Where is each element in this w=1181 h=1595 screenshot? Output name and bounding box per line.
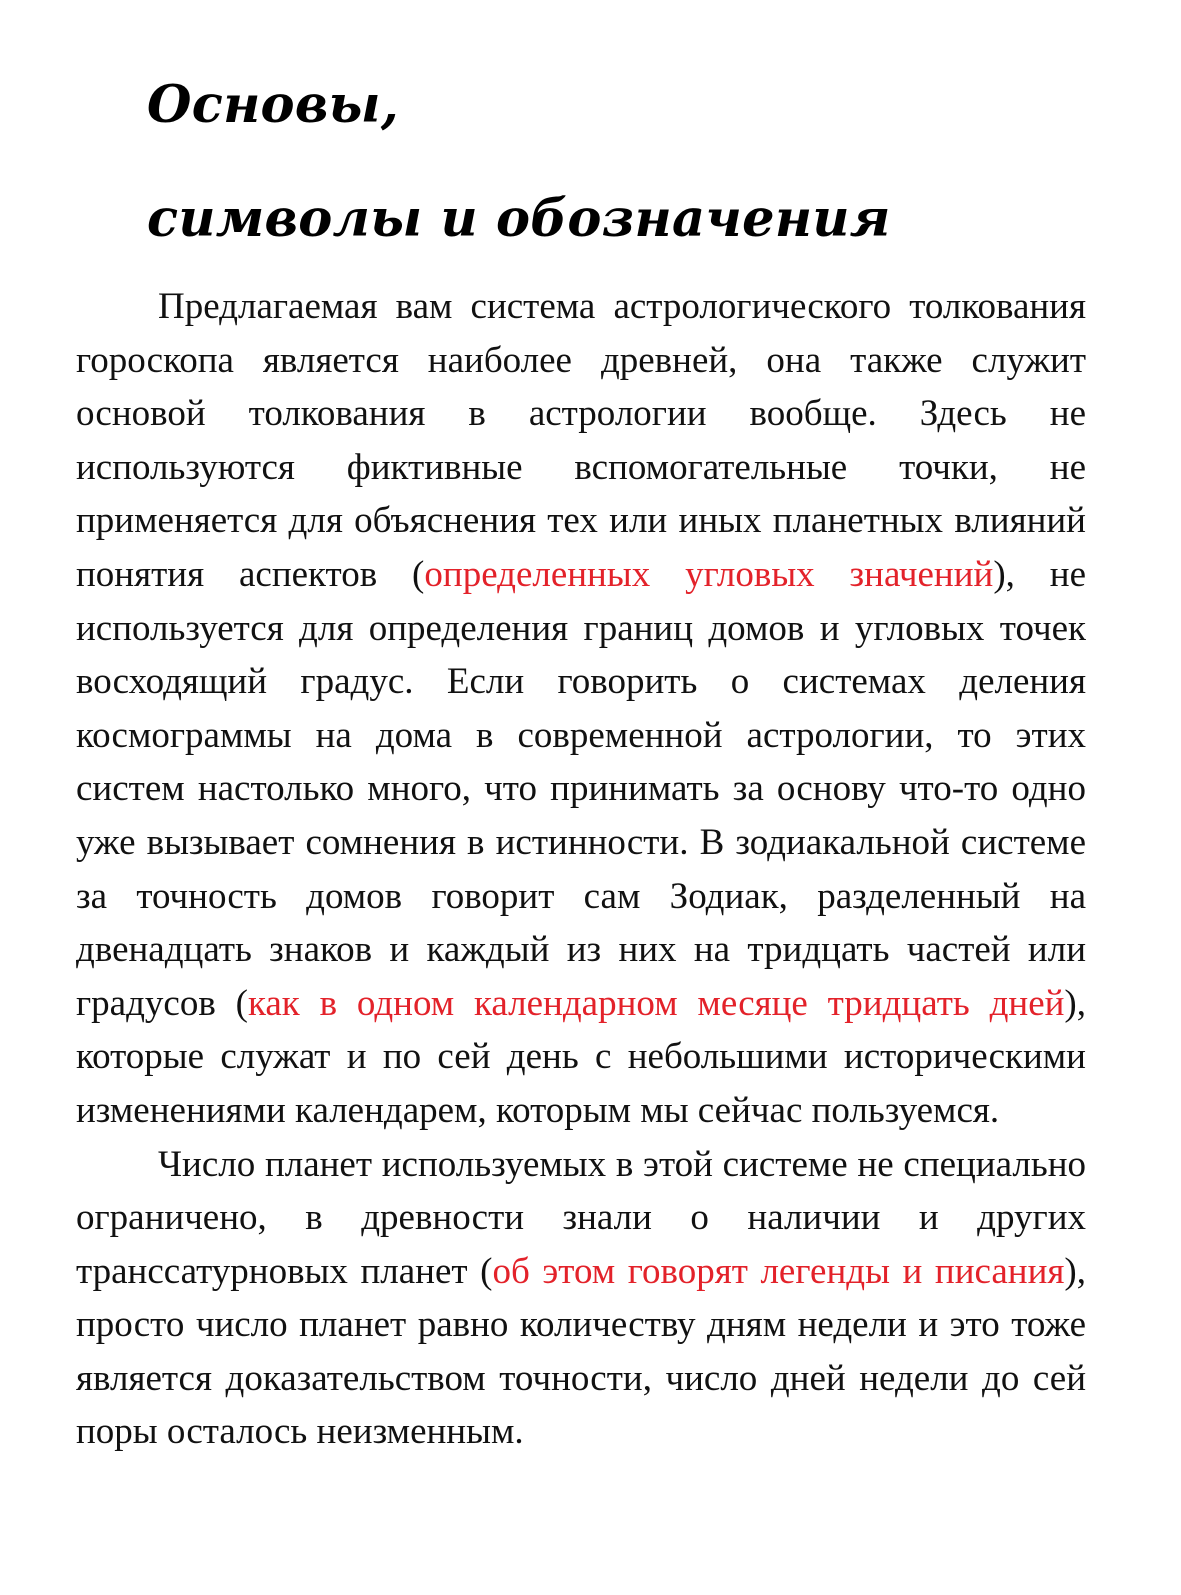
- paragraph-2-highlight-a: об этом говорят легенды и писания: [492, 1250, 1065, 1292]
- paragraph-1-text-a: Предлагаемая вам система астрологического толкования гороскопа является наиболее древней, она также служит основой толкования в астрологии вообще. Здесь не используются фиктивные вспомогательные точки, не применяется для объяснения тех или иных планетных влияний понятия аспектов (: [76, 286, 1086, 595]
- title-line-2: символы и обозначения: [147, 189, 891, 249]
- paragraph-2-text-a: Число планет используемых в этой системе не специально ограничено, в древности знали о наличии и других транссатурновых планет (: [76, 1143, 1086, 1292]
- title-line-1: Основы,: [147, 75, 399, 135]
- paragraph-1-text-c: ), которые служат и по сей день с небольшими историческими изменениями календарем, которым мы сейчас пользуемся.: [76, 982, 1086, 1131]
- paragraph-1-text-b: ), не используется для определения границ домов и угловых точек восходящий градус. Если говорить о системах деления космограммы на дома в современной астрологии, то этих систем настолько много, что принимать за основу что-то одно уже вызывает сомнения в истинности. В зодиакальной системе за точность домов говорит сам Зодиак, разделенный на двенадцать знаков и каждый из них на тридцать частей или градусов (: [76, 553, 1087, 1024]
- page-title: [147, 48, 891, 276]
- paragraph-2: [76, 1138, 1086, 1460]
- paragraph-1-highlight-b: как в одном календарном месяце тридцать дней: [247, 982, 1065, 1024]
- paragraph-1: [76, 280, 1086, 1138]
- paragraph-1-highlight-a: определенных угловых значений: [424, 553, 994, 595]
- body-text: [76, 280, 1086, 1459]
- paragraph-2-text-b: ), просто число планет равно количеству дням недели и это тоже является доказательством точности, число дней недели до сей поры осталось неизменным.: [76, 1250, 1086, 1453]
